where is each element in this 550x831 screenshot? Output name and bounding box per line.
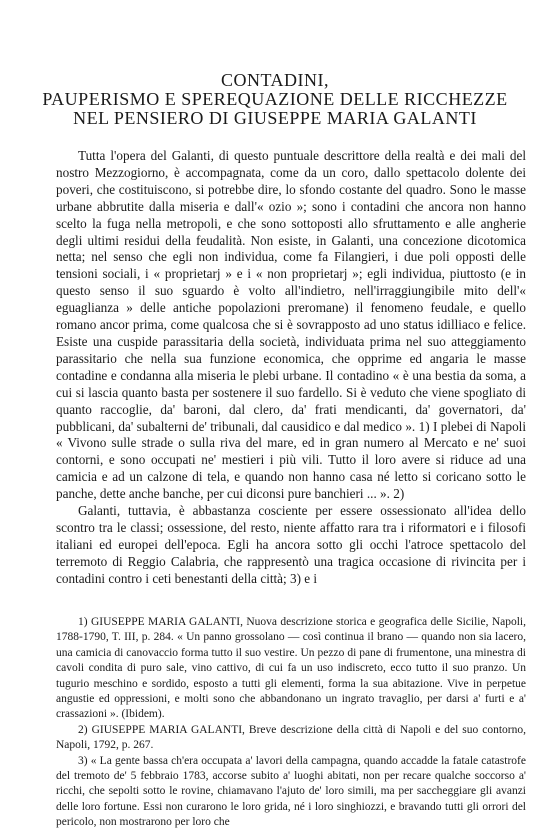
footnote-1: 1) GIUSEPPE MARIA GALANTI, Nuova descrizione storica e geografica delle Sicilie, Napoli, 1788-1790, T. III, p. 284. « Un panno grossolano — così continua il brano — quando non sia lacero, una camicia di canovaccio forma tutto il suo vestire. Un pezzo di pane di frumentone, una minestra di cavoli condita di puro sale, vino cattivo, di cui fa un uso indiscreto, ecco tutto il suo pranzo. Un tugurio meschino e sordido, esposto a tutti gli elementi, forma la sua abitazione. Vive in perpetue angustie ed oppressioni, e molti sono che abbandonano un ingrato travaglio, per darsi a' furti e a' crassazioni ». (Ibidem). [56,616,526,721]
title-line-1: CONTADINI, [220,70,330,90]
footnotes [56,615,526,831]
footnote-3: 3) « La gente bassa ch'era occupata a' lavori della campagna, quando accadde la fatale catastrofe del tremoto de' 5 febbraio 1783, accorse subito a' luoghi abitati, non per recare qualche soccorso a' ricchi, che sepolti sotto le rovine, chiamavano l'ajuto de' loro simili, ma per saccheggiare gli avanzi delle loro fortune. Essi non curarono le loro grida, né i loro singhiozzi, e bravando tutti gli orrori del pericolo, non mostrarono per loro che [56,754,526,829]
title-line-3: NEL PENSIERO DI GIUSEPPE MARIA GALANTI [73,108,477,128]
paragraph-2: Galanti, tuttavia, è abbastanza cosciente per essere ossessionato all'idea dello scontro tra le classi; ossessione, del resto, niente affatto rara tra i riformatori e i filosofi italiani ed europei dell'epoca. Egli ha ancora sotto gli occhi l'atroce spettacolo del terremoto di Reggio Calabria, che rappresentò una tragica occasione di rivincita per i contadini contro i ceti benestanti della città; 3) e i [56,503,526,586]
paragraph-1: Tutta l'opera del Galanti, di questo puntuale descrittore della realtà e dei mali del nostro Mezzogiorno, è accompagnata, come da un coro, dallo spettacolo dolente dei poveri, che costituiscono, si potrebbe dire, lo sfondo costante del quadro. Sono le masse urbane abbrutite dalla miseria e dall'« ozio »; sono i contadini che ancora non hanno scelto la fuga nella metropoli, e che sono sottoposti allo sfruttamento e alle angherie degli ultimi residui della feudalità. Non esiste, in Galanti, una concezione dicotomica netta; nel senso che egli non individua, come fa Filangieri, i due poli opposti delle tensioni sociali, i « proprietarj » e i « non proprietarj »; egli individua, piuttosto (e in questo senso il suo sguardo è volto all'indietro, nell'irraggiungibile mito dell'« eguaglianza » delle antiche popolazioni preromane) il fenomeno feudale, e quello romano ancor prima, come qualcosa che si è sovrapposto ad uno status idilliaco e felice. Esiste una cuspide parassitaria della società, individuata prima nel suo atteggiamento parassitario che nella sua funzione economica, che opprime ed angaria le masse contadine e condanna alla miseria le plebi urbane. Il contadino « è una bestia da soma, a cui si lascia quanto basta per sostenere il suo fardello. Si è veduto che viene spogliato di quanto raccoglie, da' baroni, dal clero, da' frati mendicanti, da' governatori, da' pubblicani, da' subalterni de' tribunali, dal causidico e dal medico ». 1) I plebei di Napoli « Vivono sulle strade o sulla riva del mare, ed in gran numero al Mercato e ne' suoi contorni, e sono occupati ne' mestieri i più vili. Tutto il loro avere si riduce ad una camicia e ad un calzone di tela, e quando non hanno casa né letto si coricano sotto le panche, dette anche banche, per cui diconsi pure banchieri ... ». 2) [56,148,526,502]
body-text [56,148,526,588]
footnote-2: 2) GIUSEPPE MARIA GALANTI, Breve descrizione della città di Napoli e del suo contorno, Napoli, 1792, p. 267. [56,723,526,752]
title-line-2: PAUPERISMO E SPEREQUAZIONE DELLE RICCHEZZE [42,89,508,109]
